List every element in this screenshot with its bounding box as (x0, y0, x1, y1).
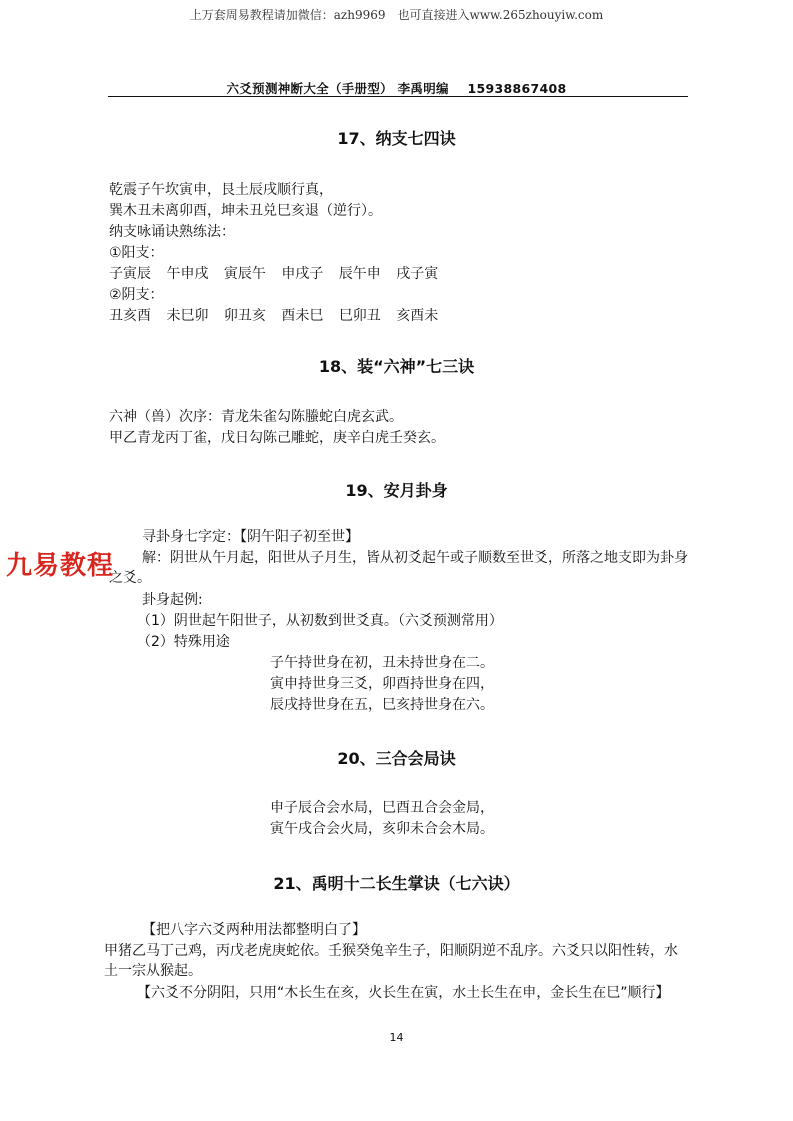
page-header (0, 79, 793, 97)
s18-line-2: 甲乙青龙丙丁雀，戊日勾陈己雕蛇，庚辛白虎壬癸玄。 (109, 430, 445, 446)
s17-yang-label: ①阳支： (109, 245, 164, 261)
top-note: 上万套周易教程请加微信：azh9969 也可直接进入www.265zhouyiw.com (189, 8, 604, 22)
s21-line-1: 【把八字六爻两种用法都整明白了】 (142, 922, 366, 938)
yin-group: 亥酉未 (396, 308, 439, 324)
header-rule (108, 96, 688, 97)
s19-verse-2: 寅申持世身三爻，卯酉持世身在四， (270, 676, 494, 692)
s18-line-1: 六神（兽）次序：青龙朱雀勾陈螣蛇白虎玄武。 (109, 409, 403, 425)
header-phone: 15938867408 (467, 81, 567, 96)
s19-verse-3: 辰戌持世身在五，巳亥持世身在六。 (270, 697, 494, 713)
s21-note: 【六爻不分阴阳，只用“木长生在亥，火长生在寅，水土长生在申，金长生在巳”顺行】 (137, 985, 670, 1001)
s19-line-4: （1）阴世起午阳世子，从初数到世爻真。（六爻预测常用） (137, 613, 503, 629)
yang-group: 戌子寅 (396, 266, 439, 282)
s17-line-3: 纳支咏诵诀熟练法： (109, 224, 235, 240)
yin-group: 巳卯丑 (338, 308, 381, 324)
yin-group: 卯丑亥 (223, 308, 266, 324)
yin-group: 未巳卯 (166, 308, 209, 324)
s21-verse: 甲猪乙马丁己鸡，丙戊老虎庚蛇依。壬猴癸兔辛生子，阳顺阴逆不乱序。六爻只以阳性转，水土一宗从猴起。 (104, 943, 678, 979)
s20-line-1: 申子辰合会水局，巳酉丑合会金局， (270, 800, 494, 816)
watermark-logo: 九易教程 (6, 551, 115, 581)
s19-line-5: （2）特殊用途 (137, 634, 230, 650)
s20-line-2: 寅午戌合会火局，亥卯未合会木局。 (270, 821, 494, 837)
section-17-title: 17、纳支七四诀 (337, 129, 456, 148)
s17-line-1: 乾震子午坎寅申，艮土辰戌顺行真， (109, 182, 333, 198)
yin-group: 丑亥酉 (109, 308, 151, 324)
s17-yang-groups (109, 264, 449, 284)
section-20-title: 20、三合会局诀 (337, 749, 456, 768)
yang-group: 申戌子 (281, 266, 324, 282)
yang-group: 辰午申 (338, 266, 381, 282)
s19-line-1: 寻卦身七字定：【阴午阳子初至世】 (142, 529, 359, 545)
s17-yin-label: ②阴支： (109, 287, 164, 303)
header-author: 李禹明编 (397, 81, 449, 96)
s19-verse-1: 子午持世身在初，丑未持世身在二。 (270, 655, 494, 671)
yang-group: 子寅辰 (109, 266, 151, 282)
s19-line-3: 卦身起例: (142, 592, 203, 608)
page-number: 14 (389, 1031, 404, 1044)
header-title: 六爻预测神断大全（手册型） (226, 81, 393, 96)
yin-group: 酉未巳 (281, 308, 324, 324)
section-21-title: 21、禹明十二长生掌诀（七六诀） (273, 874, 520, 893)
section-19-title: 19、安月卦身 (345, 481, 448, 500)
s17-yin-groups (109, 306, 449, 326)
yang-group: 寅辰午 (223, 266, 266, 282)
s19-explanation: 解：阴世从午月起，阳世从子月生，皆从初爻起午或子顺数至世爻，所落之地支即为卦身之爻。 (109, 550, 688, 586)
section-18-title: 18、装“六神”七三诀 (318, 357, 475, 376)
s17-line-2: 巽木丑未离卯酉，坤未丑兑巳亥退（逆行）。 (109, 203, 382, 219)
yang-group: 午申戌 (166, 266, 209, 282)
